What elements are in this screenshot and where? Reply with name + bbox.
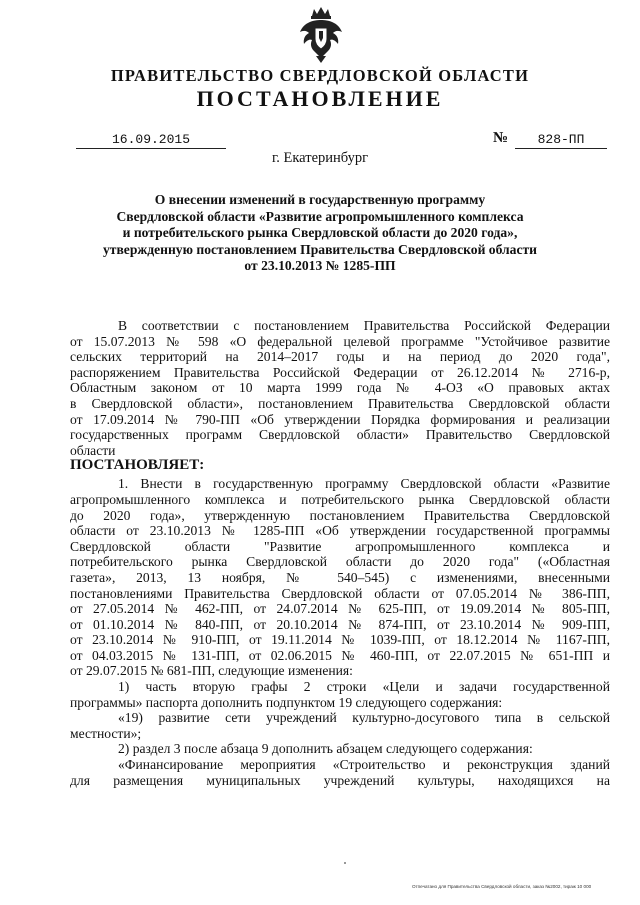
quote2-line: для размещения муниципальных учреждений культуры, находящихся на xyxy=(70,772,610,788)
document-number xyxy=(493,130,613,150)
item1-line: от 27.05.2014 № 462-ПП, от 24.07.2014 № 625-ПП, от 19.09.2014 № 805-ПП, xyxy=(70,601,610,617)
preamble-line: области xyxy=(70,442,116,458)
item1-line: газета», 2013, 13 ноября, № 540–545) с изменениями, внесенными xyxy=(70,569,610,585)
title-line: утвержденную постановлением Правительства Свердловской области xyxy=(102,241,538,257)
preamble-line: сельских территорий на 2014–2017 годы и на период до 2020 года", xyxy=(70,349,610,365)
preamble-line: распоряжением Правительства Российской Федерации от 26.12.2014 № 2716-р, xyxy=(70,364,610,380)
item1-line: агропромышленного комплекса и потребительского рынка Свердловской области xyxy=(70,491,610,507)
subitem1-line: программы» паспорта дополнить подпунктом 19 следующего содержания: xyxy=(70,694,503,710)
city: г. Екатеринбург xyxy=(271,150,369,166)
preamble-line: государственных программ Свердловской области» Правительство Свердловской xyxy=(70,427,610,443)
item1-line: до 2020 года», утвержденную постановлением Правительства Свердловской xyxy=(70,507,610,523)
subitem2-line: 2) раздел 3 после абзаца 9 дополнить абзацем следующего содержания: xyxy=(118,741,533,757)
item1-line: области от 23.10.2013 № 1285-ПП «Об утверждении государственной программы xyxy=(70,523,610,539)
number-sign: № xyxy=(493,130,509,146)
item1-line: от 01.10.2014 № 840-ПП, от 20.10.2014 № 874-ПП, от 23.10.2014 № 909-ПП, xyxy=(70,616,610,632)
title-line: от 23.10.2013 № 1285-ПП xyxy=(244,258,396,274)
item1-line: 1. Внести в государственную программу Свердловской области «Развитие xyxy=(118,476,610,492)
item1-line: от 29.07.2015 № 681-ПП, следующие изменения: xyxy=(70,663,353,679)
item1-line: потребительского рынка Свердловской области до 2020 года" («Областная xyxy=(70,554,610,570)
preamble-line: В соответствии с постановлением Правительства Российской Федерации xyxy=(118,318,610,333)
document-body xyxy=(70,318,610,788)
preamble-line: от 15.07.2013 № 598 «О федеральной целевой программе "Устойчивое развитие xyxy=(70,333,610,349)
coat-of-arms-icon xyxy=(298,6,344,64)
document-title xyxy=(80,192,560,275)
document-type: ПОСТАНОВЛЕНИЕ xyxy=(196,86,444,111)
title-line: Свердловской области «Развитие агропромышленного комплекса xyxy=(116,208,524,224)
title-line: и потребительского рынка Свердловской области до 2020 года», xyxy=(122,225,518,241)
item1-line: от 23.10.2014 № 910-ПП, от 19.11.2014 № 1039-ПП, от 18.12.2014 № 1167-ПП, xyxy=(70,632,610,648)
number-value: 828-ПП xyxy=(515,132,607,149)
organization-name: ПРАВИТЕЛЬСТВО СВЕРДЛОВСКОЙ ОБЛАСТИ xyxy=(110,66,530,85)
preamble-line: от 17.09.2014 № 790-ПП «Об утверждении Порядка формирования и реализации xyxy=(70,411,610,427)
quote2-line: «Финансирование мероприятия «Строительство и реконструкция зданий xyxy=(118,757,610,773)
decree-word: ПОСТАНОВЛЯЕТ: xyxy=(70,458,205,474)
print-footer-note: Отпечатано для Правительства Свердловской области, заказ №2002, тираж 10 000 xyxy=(412,884,592,889)
quote1-line: «19) развитие сети учреждений культурно-досугового типа в сельской xyxy=(118,710,610,726)
item1-line: постановлениями Правительства Свердловской области от 07.05.2014 № 386-ПП, xyxy=(70,585,610,601)
quote1-line: местности»; xyxy=(70,725,142,741)
preamble-line: в Свердловской области», постановлением Правительства Свердловской области xyxy=(70,395,610,411)
item1-line: Свердловской области "Развитие агропромышленного комплекса и xyxy=(70,538,610,554)
preamble-line: Областным законом от 10 марта 1999 года № 4-ОЗ «О правовых актах xyxy=(70,380,610,396)
item1-line: от 04.03.2015 № 131-ПП, от 02.06.2015 № 460-ПП, от 22.07.2015 № 651-ПП и xyxy=(70,647,610,663)
subitem1-line: 1) часть вторую графы 2 строки «Цели и задачи государственной xyxy=(118,679,610,695)
title-line: О внесении изменений в государственную программу xyxy=(154,192,486,207)
page-mark xyxy=(344,862,346,864)
document-date: 16.09.2015 xyxy=(76,132,226,149)
